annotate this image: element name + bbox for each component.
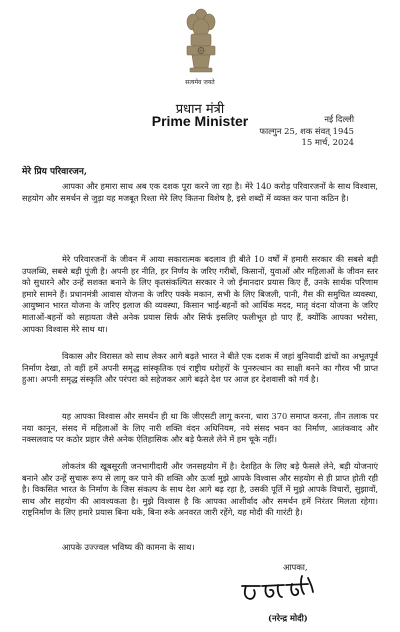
letterhead-title-hindi: प्रधान मंत्री [175, 102, 225, 117]
closing-line: आपके उज्ज्वल भविष्य की कामना के साथ। [62, 542, 195, 552]
letter-paragraph: लोकतंत्र की खूबसूरती जनभागीदारी और जनसहयोग में है। देशहित के लिए बड़े फैसले लेने, बड़ी योजनाएं बनाने और उन्हें सुचारू रूप से लागू कर पाने की शक्ति और ऊर्जा मुझे आपके विश्वास और सहयोग से ही प्राप्त होती रही है। विकसित भारत के निर्माण के जिस संकल्प के साथ देश आगे बढ़ रहा है, उसकी पूर्ति में मुझे आपके विचारों, सुझावों, साथ और सहयोग की आवश्यकता है। मुझे विश्वास है कि आपका आशीर्वाद और समर्थन हमें निरंतर मिलता रहेगा। राष्ट्रनिर्माण के लिए हमारे प्रयास बिना थके, बिना रुके अनवरत जारी रहेंगे, यह मोदी की गारंटी है। [22, 461, 378, 518]
signature-image [238, 572, 320, 608]
letterhead-title-english: Prime Minister [151, 113, 249, 129]
national-emblem-icon [183, 6, 219, 78]
letter-paragraph: विकास और विरासत को साथ लेकर आगे बढ़ते भारत ने बीते एक दशक में जहां बुनियादी ढांचों का अभूतपूर्व निर्माण देखा, तो वहीं हमें अपनी समृद्ध सांस्कृतिक एवं राष्ट्रीय धरोहरों के पुनरुत्थान का साक्षी बनने का गौरव भी प्राप्त हुआ। अपनी समृद्ध संस्कृति और परंपरा को सहेजकर आगे बढ़ते देश पर आज हर देशवासी को गर्व है। [22, 351, 378, 385]
gregorian-date: 15 मार्च, 2024 [301, 137, 354, 147]
salutation: मेरे प्रिय परिवारजन, [22, 167, 87, 177]
place: नई दिल्ली [324, 114, 354, 124]
letter-paragraph: मेरे परिवारजनों के जीवन में आया सकारात्मक बदलाव ही बीते 10 वर्षों में हमारी सरकार की सबसे बड़ी उपलब्धि, सबसे बड़ी पूंजी है। अपनी हर नीति, हर निर्णय के जरिए गरीबों, किसानों, युवाओं और महिलाओं के जीवन स्तर को सुधारने और उन्हें सशक्त बनाने के लिए कृतसंकल्पित सरकार ने जो ईमानदार प्रयास किए हैं, उनके सार्थक परिणाम हमारे सामने हैं। प्रधानमंत्री आवास योजना के जरिए पक्के मकान, सभी के लिए बिजली, पानी, गैस की समुचित व्यवस्था, आयुष्मान भारत योजना के जरिए इलाज की व्यवस्था, किसान भाई-बहनों को आर्थिक मदद, मातृ वंदना योजना के जरिए माताओं-बहनों को सहायता जैसे अनेक प्रयास सिर्फ और सिर्फ इसलिए फलीभूत हो पाए हैं, क्योंकि आपका भरोसा, आपका विश्वास मेरे साथ था। [22, 254, 378, 334]
letter-paragraph: यह आपका विश्वास और समर्थन ही था कि जीएसटी लागू करना, धारा 370 समाप्त करना, तीन तलाक पर नया कानून, संसद में महिलाओं के लिए नारी शक्ति वंदन अधिनियम, नये संसद भवन का निर्माण, आतंकवाद और नक्सलवाद पर कठोर प्रहार जैसे अनेक ऐतिहासिक और बड़े फैसले लेने में हम चूके नहीं। [22, 411, 378, 445]
place-and-date [260, 114, 354, 149]
emblem-motto: सत्यमेव जयते [185, 79, 215, 86]
letter-paragraph: आपका और हमारा साथ अब एक दशक पूरा करने जा रहा है। मेरे 140 करोड़ परिवारजनों के साथ विश्वास, सहयोग और समर्थन से जुड़ा यह मजबूत रिश्ता मेरे लिए कितना विशेष है, इसे शब्दों में व्यक्त कर पाना कठिन है। [22, 181, 378, 203]
signatory-name: (नरेन्द्र मोदी) [268, 613, 308, 623]
sign-off: आपका, [283, 562, 308, 572]
saka-date: फाल्गुन 25, शक संवत् 1945 [259, 125, 354, 136]
